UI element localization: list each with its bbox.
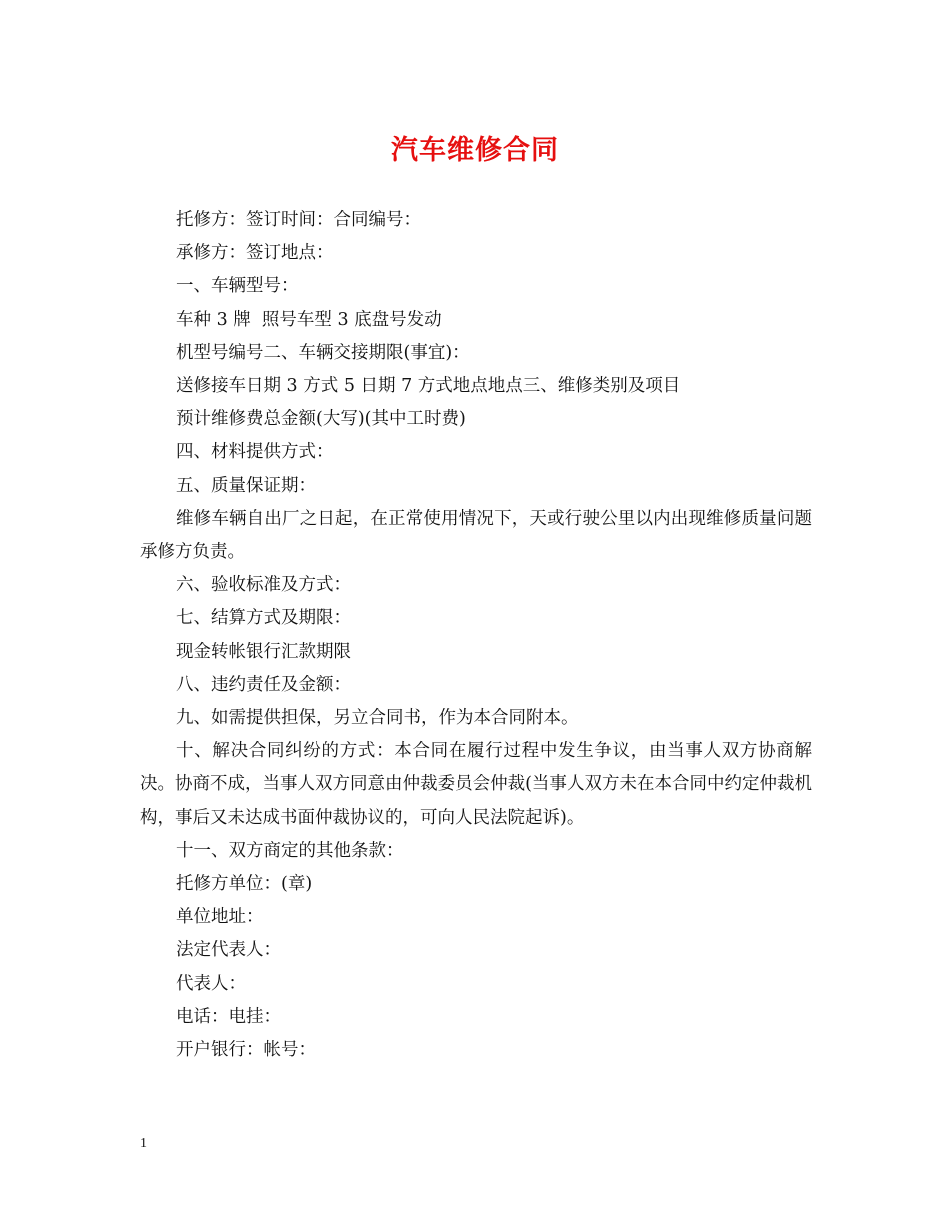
- paragraph-warranty-terms: 维修车辆自出厂之日起，在正常使用情况下，天或行驶公里以内出现维修质量问题承修方负责。: [140, 508, 812, 563]
- section-11-other-terms: 十一、双方商定的其他条款：: [176, 840, 404, 861]
- section-5-warranty: 五、质量保证期：: [176, 475, 316, 496]
- paragraph-vehicle-details: 车种 3 牌 照号车型 3 底盘号发动: [176, 309, 442, 330]
- paragraph-contractor-info: 承修方：签订地点：: [176, 243, 334, 264]
- paragraph-payment-methods: 现金转帐银行汇款期限: [176, 641, 351, 662]
- paragraph-estimated-cost: 预计维修费总金额(大写)(其中工时费): [176, 409, 466, 430]
- section-8-liability: 八、违约责任及金额：: [176, 674, 351, 695]
- paragraph-phone: 电话：电挂：: [176, 1006, 281, 1027]
- paragraph-client-unit: 托修方单位：(章): [176, 874, 313, 895]
- section-6-acceptance: 六、验收标准及方式：: [176, 575, 351, 596]
- paragraph-representative: 代表人：: [176, 973, 246, 994]
- paragraph-client-info: 托修方：签订时间：合同编号：: [176, 210, 421, 230]
- section-4-materials: 四、材料提供方式：: [176, 442, 334, 463]
- paragraph-unit-address: 单位地址：: [176, 907, 264, 928]
- section-2-handover: 机型号编号二、车辆交接期限(事宜)：: [176, 342, 470, 363]
- paragraph-bank-account: 开户银行：帐号：: [176, 1040, 316, 1061]
- section-7-settlement: 七、结算方式及期限：: [176, 608, 351, 629]
- section-10-disputes: 十、解决合同纠纷的方式：本合同在履行过程中发生争议，由当事人双方协商解决。协商不成，当事人双方同意由仲裁委员会仲裁(当事人双方未在本合同中约定仲裁机构，事后又未达成书面仲裁协议的，可向人民法院起诉)。: [140, 741, 812, 828]
- section-1-vehicle-model: 一、车辆型号：: [176, 276, 299, 297]
- document-title: 汽车维修合同: [391, 135, 559, 166]
- paragraph-legal-representative: 法定代表人：: [176, 940, 281, 961]
- section-9-guarantee: 九、如需提供担保，另立合同书，作为本合同附本。: [176, 708, 579, 729]
- paragraph-handover-details: 送修接车日期 3 方式 5 日期 7 方式地点地点三、维修类别及项目: [176, 376, 681, 397]
- page-number: 1: [140, 1136, 147, 1151]
- document-body: [140, 204, 812, 1067]
